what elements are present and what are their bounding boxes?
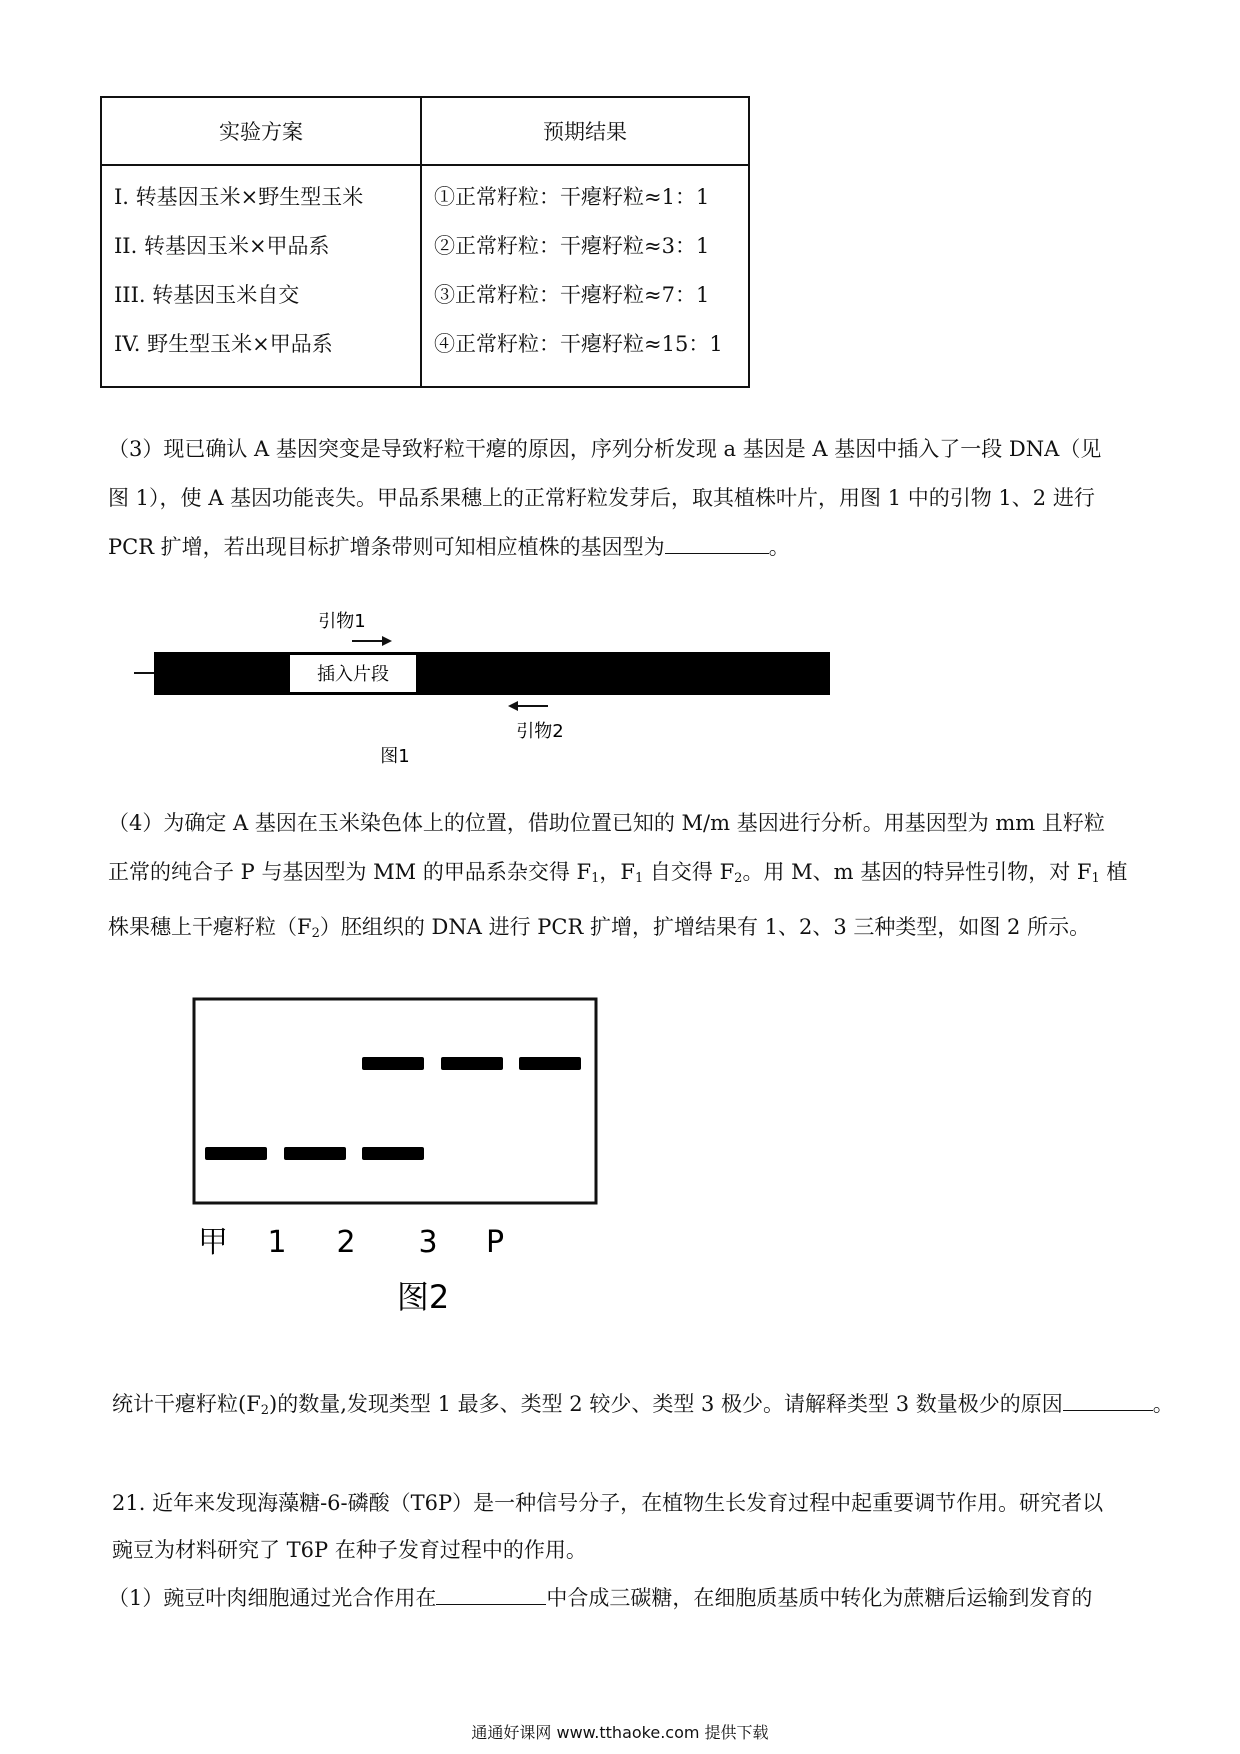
gel-band-lower: [284, 1147, 346, 1160]
figure-1-gene-diagram: [130, 600, 830, 770]
q3-line-3-text: PCR 扩增，若出现目标扩增条带则可知相应植株的基因型为: [108, 535, 665, 559]
q21-text: 中合成三碳糖，在细胞质基质中转化为蔗糖后运输到发育的: [546, 1586, 1093, 1610]
q21-text: （1）豌豆叶肉细胞通过光合作用在: [108, 1586, 437, 1610]
figure-1-caption: 图1: [380, 746, 410, 767]
q3-line-2: 图 1），使 A 基因功能丧失。甲品系果穗上的正常籽粒发芽后，取其植株叶片，用图 1 中的引物 1、2 进行: [108, 486, 1095, 510]
result-item: ④正常籽粒：干瘪籽粒≈15：1: [434, 332, 723, 356]
plan-item: IV. 野生型玉米×甲品系: [114, 332, 333, 356]
answer-blank-stat[interactable]: [1063, 1390, 1153, 1411]
question-4: [108, 799, 1127, 958]
result-cell: [421, 165, 749, 387]
q4-text: ）胚组织的 DNA 进行 PCR 扩增，扩增结果有 1、2、3 三种类型，如图 2 所示。: [319, 915, 1091, 939]
plan-item: II. 转基因玉米×甲品系: [114, 234, 330, 258]
q21-line-2: 豌豆为材料研究了 T6P 在种子发育过程中的作用。: [112, 1538, 587, 1562]
result-item: ③正常籽粒：干瘪籽粒≈7：1: [434, 283, 710, 307]
gel-band-upper: [441, 1057, 503, 1070]
gel-band-lower: [205, 1147, 267, 1160]
table-header-plan: 实验方案: [101, 97, 421, 165]
plan-cell: [101, 165, 421, 387]
question-3: [108, 425, 1101, 572]
subscript: 2: [260, 1403, 270, 1418]
primer-2-label: 引物2: [516, 721, 564, 742]
subscript: 1: [1091, 871, 1100, 886]
answer-blank-q3[interactable]: [665, 533, 769, 554]
stat-text: )的数量,发现类型 1 最多、类型 2 较少、类型 3 极少。请解释类型 3 数量极少的原因: [269, 1392, 1063, 1416]
insert-label: 插入片段: [317, 664, 389, 685]
lane-label: 1: [267, 1225, 287, 1260]
subscript: 2: [311, 926, 320, 941]
lane-label: 3: [418, 1225, 438, 1260]
statistics-question: [112, 1380, 1174, 1435]
q3-line-1: （3）现已确认 A 基因突变是导致籽粒干瘪的原因，序列分析发现 a 基因是 A 基因中插入了一段 DNA（见: [108, 437, 1102, 461]
answer-blank-q21[interactable]: [436, 1584, 546, 1605]
lane-label: 甲: [198, 1225, 228, 1260]
gel-band-upper: [519, 1057, 581, 1070]
primer-1-label: 引物1: [318, 611, 366, 632]
result-item: ①正常籽粒：干瘪籽粒≈1：1: [434, 185, 710, 209]
table-header-result: 预期结果: [421, 97, 749, 165]
page-footer: 通通好课网 www.tthaoke.com 提供下载: [471, 1723, 769, 1742]
subscript: 1: [634, 871, 644, 886]
q3-line-3: [108, 523, 1101, 572]
q4-text: 。用 M、m 基因的特异性引物，对 F: [742, 860, 1092, 884]
q4-line-1: （4）为确定 A 基因在玉米染色体上的位置，借助位置已知的 M/m 基因进行分析。用基因型为 mm 且籽粒: [108, 811, 1105, 835]
gel-band-lower: [362, 1147, 424, 1160]
lane-label: 2: [336, 1225, 356, 1260]
q21-line-1: 21. 近年来发现海藻糖-6-磷酸（T6P）是一种信号分子，在植物生长发育过程中起重要调节作用。研究者以: [112, 1491, 1104, 1515]
q4-line-2: [108, 848, 1127, 903]
question-21: [108, 1479, 1104, 1623]
figure-2-gel: [180, 990, 620, 1320]
subscript: 1: [591, 871, 600, 886]
gene-bar: [154, 652, 830, 695]
subscript: 2: [734, 871, 743, 886]
result-item: ②正常籽粒：干瘪籽粒≈3：1: [434, 234, 710, 258]
lane-labels: [198, 1225, 504, 1260]
stat-text: 。: [1152, 1392, 1174, 1416]
stat-text: 统计干瘪籽粒(F: [112, 1392, 261, 1416]
experiment-table: [100, 96, 750, 388]
q21-line-3: [108, 1573, 1103, 1623]
plan-item: I. 转基因玉米×野生型玉米: [114, 185, 364, 209]
q4-text: ，F: [599, 860, 635, 884]
q4-text: 自交得 F: [643, 860, 735, 884]
lane-label: P: [485, 1225, 505, 1260]
gel-frame: [194, 999, 596, 1203]
q4-text: 株果穗上干瘪籽粒（F: [108, 915, 312, 939]
q3-line-3-end: 。: [768, 535, 790, 559]
gel-band-upper: [362, 1057, 424, 1070]
q4-text: 植: [1099, 860, 1128, 884]
q4-text: 正常的纯合子 P 与基因型为 MM 的甲品系杂交得 F: [108, 860, 592, 884]
figure-2-caption: 图2: [396, 1278, 450, 1316]
q4-line-3: [108, 903, 1127, 958]
plan-item: III. 转基因玉米自交: [114, 283, 300, 307]
